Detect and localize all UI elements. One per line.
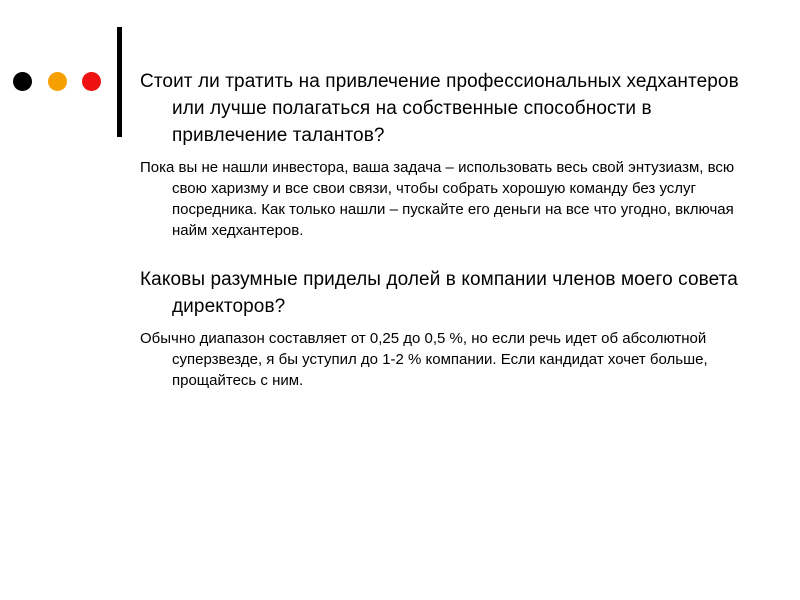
orange-dot-decoration bbox=[48, 72, 67, 91]
red-dot-decoration bbox=[82, 72, 101, 91]
question-1: Стоит ли тратить на привлечение профессиональных хедхантеров или лучше полагаться на собственные способности в привлечение талантов? bbox=[140, 71, 739, 146]
slide-body bbox=[140, 68, 740, 391]
question-2: Каковы разумные приделы долей в компании членов моего совета директоров? bbox=[140, 269, 738, 317]
answer-1: Пока вы не нашли инвестора, ваша задача – использовать весь свой энтузиазм, всю свою харизму и все свои связи, чтобы собрать хорошую команду без услуг посредника. Как только нашли – пускайте его деньги на все что угодно, включая найм хедхантеров. bbox=[140, 159, 735, 239]
answer-2: Обычно диапазон составляет от 0,25 до 0,5 %, но если речь идет об абсолютной суперзвезде, я бы уступил до 1-2 % компании. Если кандидат хочет больше, прощайтесь с ним. bbox=[140, 330, 708, 389]
black-dot-decoration bbox=[13, 72, 32, 91]
vertical-divider bbox=[117, 27, 122, 137]
